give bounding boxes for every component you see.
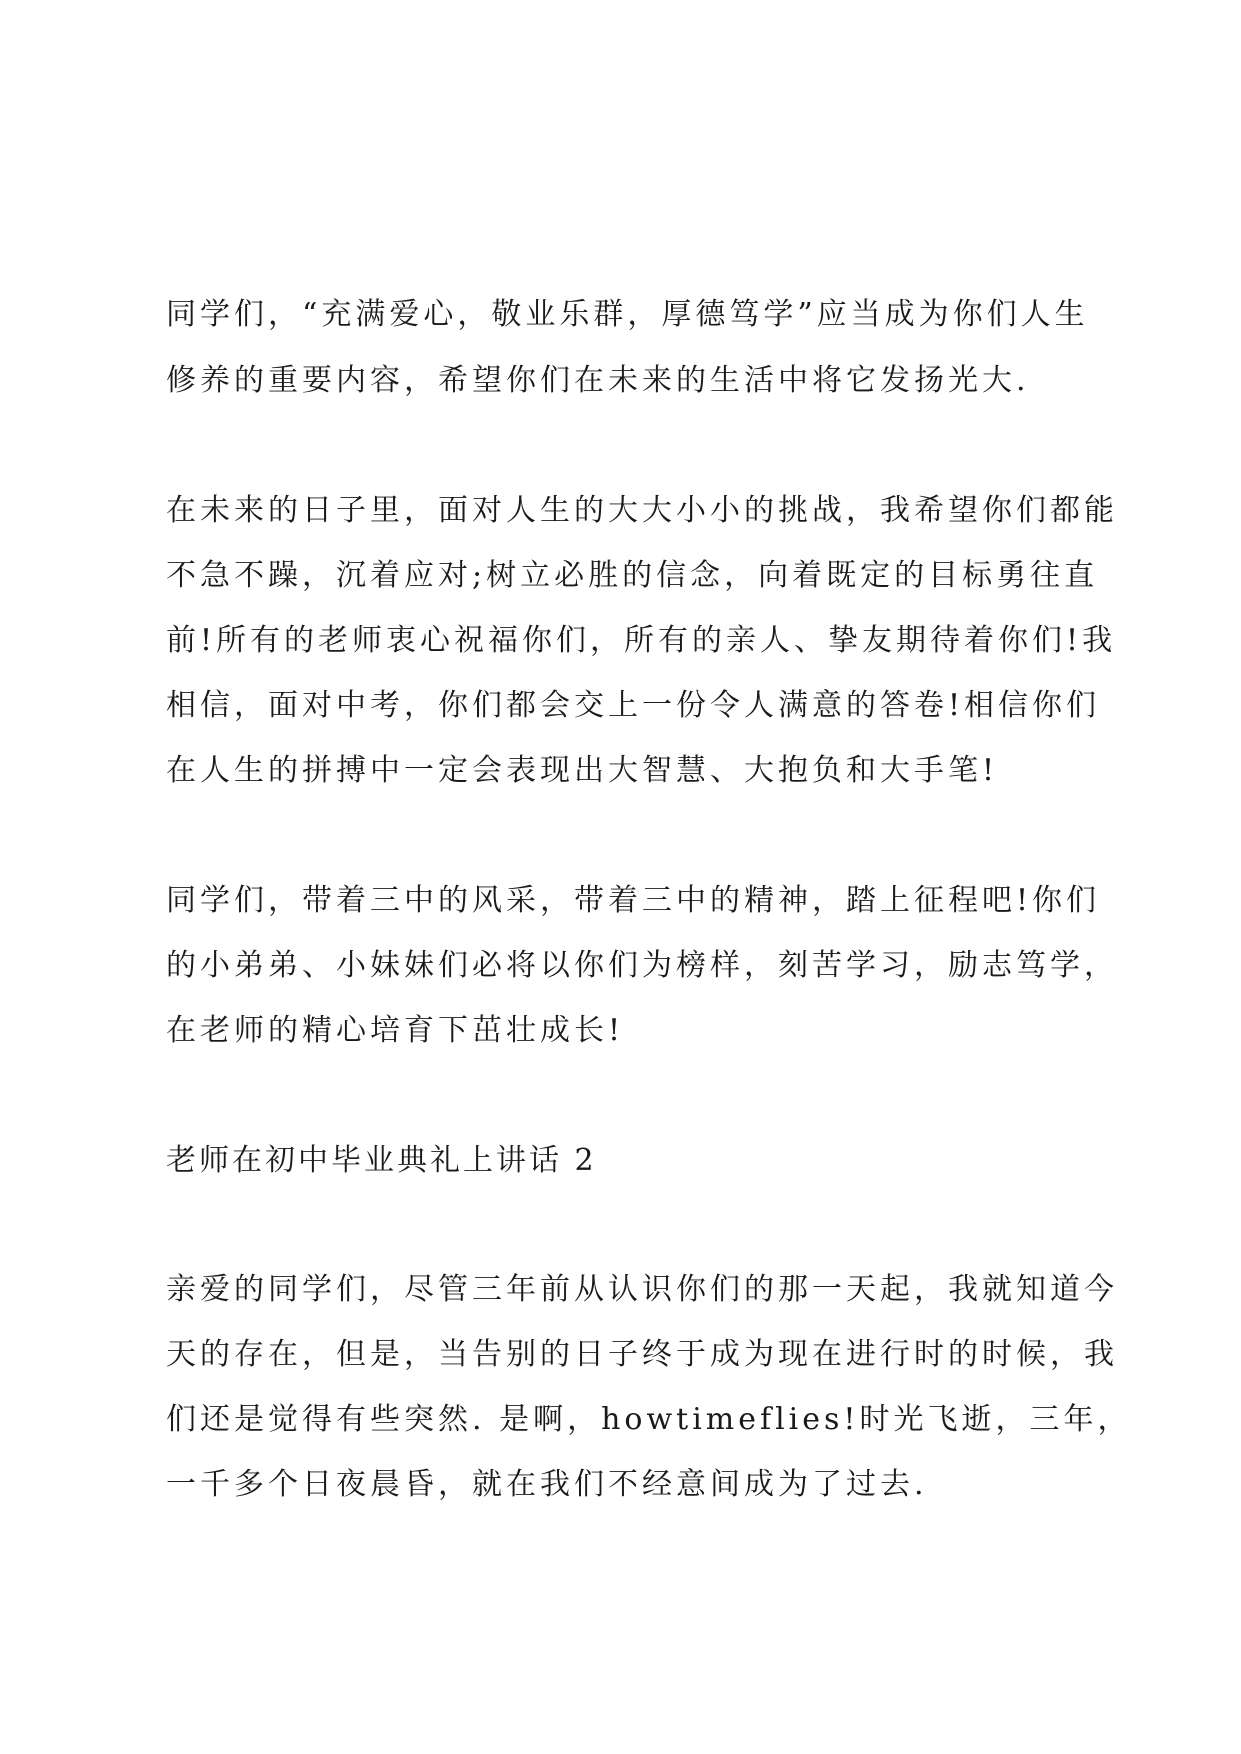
paragraph-4-line-1: 亲爱的同学们，尽管三年前从认识你们的那一天起，我就知道今	[166, 1272, 1118, 1307]
paragraph-3-line-3: 在老师的精心培育下茁壮成长!	[166, 1013, 625, 1048]
paragraph-4-line-2: 天的存在，但是，当告别的日子终于成为现在进行时的时候，我	[166, 1337, 1118, 1372]
paragraph-2-line-5: 在人生的拼搏中一定会表现出大智慧、大抱负和大手笔!	[166, 753, 999, 788]
section-heading: 老师在初中毕业典礼上讲话 2	[166, 1143, 597, 1178]
paragraph-4-line-3: 们还是觉得有些突然. 是啊，howtimeflies!时光飞逝，三年，	[166, 1402, 1132, 1437]
paragraph-2-line-3: 前!所有的老师衷心祝福你们，所有的亲人、挚友期待着你们!我	[166, 623, 1117, 658]
paragraph-1-line-2: 修养的重要内容，希望你们在未来的生活中将它发扬光大.	[166, 363, 1030, 398]
paragraph-2-line-2: 不急不躁，沉着应对;树立必胜的信念，向着既定的目标勇往直	[166, 558, 1099, 593]
paragraph-2-line-4: 相信，面对中考，你们都会交上一份令人满意的答卷!相信你们	[166, 688, 1101, 723]
paragraph-4-line-4: 一千多个日夜晨昏，就在我们不经意间成为了过去.	[166, 1467, 928, 1502]
paragraph-3-line-2: 的小弟弟、小妹妹们必将以你们为榜样，刻苦学习，励志笃学，	[166, 948, 1118, 983]
paragraph-3-line-1: 同学们，带着三中的风采，带着三中的精神，踏上征程吧!你们	[166, 883, 1101, 918]
paragraph-1-line-1: 同学们，“充满爱心，敬业乐群，厚德笃学”应当成为你们人生	[166, 297, 1089, 332]
paragraph-2-line-1: 在未来的日子里，面对人生的大大小小的挑战，我希望你们都能	[166, 493, 1118, 528]
